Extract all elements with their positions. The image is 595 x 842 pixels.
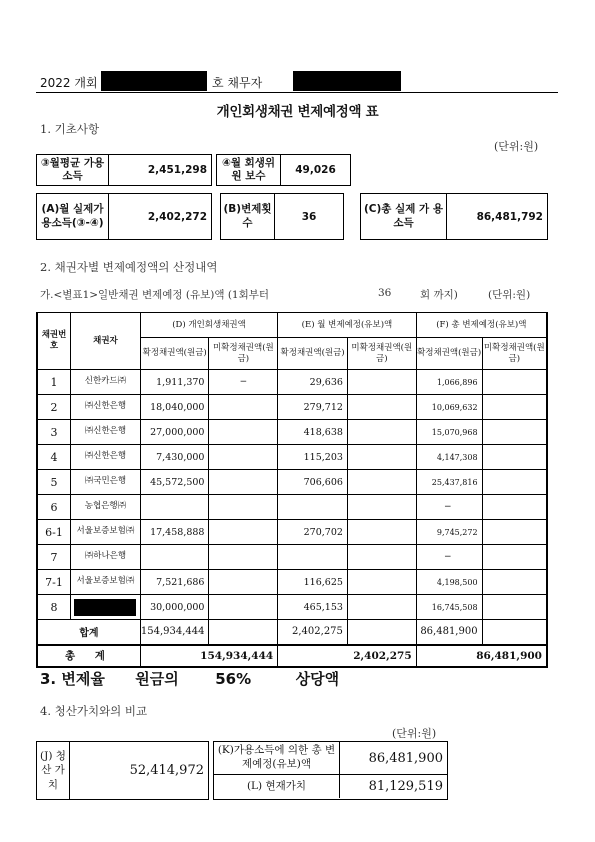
d-confirmed-amount: 45,572,500 [140, 470, 209, 495]
col-f-header: (F) 총 변제예정(유보)액 [416, 313, 547, 338]
table-row [37, 595, 547, 620]
d-confirmed-amount: 30,000,000 [140, 595, 209, 620]
e-confirmed-amount: 115,203 [278, 445, 348, 470]
creditor-number: 7-1 [37, 570, 71, 595]
creditor-number: 6 [37, 495, 71, 520]
table-row [37, 470, 547, 495]
total-income-value: 86,481,792 [476, 210, 543, 223]
liquidation-value-box [36, 741, 209, 800]
table-row [37, 545, 547, 570]
trustee-fee-box [216, 154, 351, 186]
subtotal-row [37, 620, 547, 645]
d-confirmed-amount [140, 545, 209, 570]
f-confirmed-amount: 10,069,632 [416, 395, 482, 420]
grand-total-e: 2,402,275 [278, 645, 416, 667]
e-confirmed-amount [278, 495, 348, 520]
redacted-creditor [74, 599, 136, 616]
f-unconfirmed-amount [482, 445, 547, 470]
f-confirmed-header: 확정채권액(원금) [416, 338, 482, 370]
section2-subheading-suffix: 회 까지) [420, 289, 458, 301]
creditor-number: 4 [37, 445, 71, 470]
col-creditor-header: 채권자 [71, 313, 141, 370]
e-confirmed-amount: 279,712 [278, 395, 348, 420]
d-unconfirmed-header: 미확정채권액(원금) [209, 338, 278, 370]
creditor-number: 6-1 [37, 520, 71, 545]
f-unconfirmed-header: 미확정채권액(원금) [482, 338, 547, 370]
e-confirmed-amount: 29,636 [278, 370, 348, 395]
f-unconfirmed-amount [482, 395, 547, 420]
d-unconfirmed-amount [209, 395, 278, 420]
section2-heading: 2. 채권자별 변제예정액의 산정내역 [40, 260, 218, 274]
section4-unit: (단위:원) [392, 727, 437, 740]
e-confirmed-header: 확정채권액(원금) [278, 338, 348, 370]
d-unconfirmed-amount: − [209, 370, 278, 395]
d-unconfirmed-amount [209, 595, 278, 620]
e-confirmed-amount: 270,702 [278, 520, 348, 545]
subtotal-d: 154,934,444 [140, 620, 209, 645]
d-unconfirmed-amount [209, 470, 278, 495]
repayment-count-label: (B)변제횟수 [221, 194, 275, 239]
creditor-name: 신한카드㈜ [71, 370, 141, 395]
grand-total-row [37, 645, 547, 667]
e-confirmed-amount: 116,625 [278, 570, 348, 595]
creditor-name: 서울보증보험㈜ [71, 520, 141, 545]
table-row [37, 570, 547, 595]
table-row [37, 445, 547, 470]
grand-total-d: 154,934,444 [140, 645, 277, 667]
e-confirmed-amount: 418,638 [278, 420, 348, 445]
redacted-debtor-name [293, 71, 401, 91]
total-income-box [360, 193, 548, 240]
section2-unit: (단위:원) [488, 289, 531, 301]
total-repayment-label: (K)가용소득에 의한 총 변제예정(유보)액 [214, 742, 340, 774]
d-unconfirmed-amount [209, 520, 278, 545]
f-confirmed-amount: 4,147,308 [416, 445, 482, 470]
e-unconfirmed-amount [347, 570, 416, 595]
table-row [37, 395, 547, 420]
creditor-number: 1 [37, 370, 71, 395]
e-confirmed-amount: 706,606 [278, 470, 348, 495]
d-unconfirmed-amount [209, 445, 278, 470]
d-confirmed-amount [140, 495, 209, 520]
f-unconfirmed-amount [482, 495, 547, 520]
e-unconfirmed-amount [347, 545, 416, 570]
repayment-rate-line [40, 668, 339, 689]
f-confirmed-amount: 15,070,968 [416, 420, 482, 445]
grand-total-label: 총 계 [37, 645, 140, 667]
creditor-name: 서울보증보험㈜ [71, 570, 141, 595]
monthly-income-label: ③월평균 가용소득 [37, 155, 109, 185]
f-unconfirmed-amount [482, 545, 547, 570]
repayment-rate-percent: 56% [215, 670, 252, 688]
table-row [37, 495, 547, 520]
e-unconfirmed-amount [347, 445, 416, 470]
section2-rounds: 36 [378, 287, 392, 299]
f-confirmed-amount: 16,745,508 [416, 595, 482, 620]
f-unconfirmed-amount [482, 470, 547, 495]
e-confirmed-amount [278, 545, 348, 570]
d-confirmed-header: 확정채권액(원금) [140, 338, 209, 370]
d-confirmed-amount: 17,458,888 [140, 520, 209, 545]
repayment-count-value: 36 [301, 210, 317, 223]
case-year: 2022 개회 [40, 76, 98, 90]
e-unconfirmed-header: 미확정채권액(원금) [347, 338, 416, 370]
liquidation-value: 52,414,972 [129, 763, 204, 778]
d-unconfirmed-amount [209, 545, 278, 570]
document-title: 개인회생채권 변제예정액 표 [216, 104, 379, 120]
creditor-name: ㈜하나은행 [71, 545, 141, 570]
creditor-name: 농협은행㈜ [71, 495, 141, 520]
creditor-number: 3 [37, 420, 71, 445]
d-unconfirmed-amount [209, 570, 278, 595]
f-confirmed-amount: − [416, 495, 482, 520]
f-confirmed-amount: 1,066,896 [416, 370, 482, 395]
repayment-count-box [220, 193, 344, 240]
f-unconfirmed-amount [482, 420, 547, 445]
creditor-name: ㈜신한은행 [71, 395, 141, 420]
total-income-label: (C)총 실제 가 용소득 [361, 194, 447, 239]
d-unconfirmed-amount [209, 495, 278, 520]
f-confirmed-amount: 25,437,816 [416, 470, 482, 495]
subtotal-d-unconf [209, 620, 278, 645]
f-unconfirmed-amount [482, 570, 547, 595]
liquidation-value-label: (J) 청산 가치 [37, 742, 70, 799]
repayment-rate-suffix: 상당액 [295, 670, 340, 688]
present-value-row [214, 775, 447, 798]
e-unconfirmed-amount [347, 495, 416, 520]
grand-total-f: 86,481,900 [416, 645, 547, 667]
table-header-row [37, 313, 547, 338]
section1-heading: 1. 기초사항 [40, 122, 100, 136]
creditor-number: 7 [37, 545, 71, 570]
monthly-income-box [36, 154, 212, 186]
col-no-header: 채권번호 [37, 313, 71, 370]
header-rule [36, 92, 558, 93]
e-unconfirmed-amount [347, 370, 416, 395]
e-unconfirmed-amount [347, 520, 416, 545]
repayment-table [36, 312, 548, 668]
creditor-name: ㈜신한은행 [71, 445, 141, 470]
section1-unit: (단위:원) [494, 140, 539, 153]
e-confirmed-amount: 465,153 [278, 595, 348, 620]
e-unconfirmed-amount [347, 420, 416, 445]
actual-income-label: (A)월 실제가 용소득(③-④) [37, 194, 109, 239]
creditor-number: 2 [37, 395, 71, 420]
f-confirmed-amount: 4,198,500 [416, 570, 482, 595]
creditor-name: ㈜국민은행 [71, 470, 141, 495]
present-value-label: (L) 현재가치 [214, 775, 340, 798]
subtotal-label: 합계 [37, 620, 140, 645]
table-row [37, 420, 547, 445]
e-unconfirmed-amount [347, 470, 416, 495]
f-unconfirmed-amount [482, 595, 547, 620]
col-d-header: (D) 개인회생채권액 [140, 313, 277, 338]
repayment-rate-mid: 원금의 [135, 670, 179, 688]
d-confirmed-amount: 27,000,000 [140, 420, 209, 445]
creditor-name [71, 595, 141, 620]
d-unconfirmed-amount [209, 420, 278, 445]
d-confirmed-amount: 7,430,000 [140, 445, 209, 470]
table-row [37, 370, 547, 395]
f-unconfirmed-amount [482, 520, 547, 545]
col-e-header: (E) 월 변제예정(유보)액 [278, 313, 416, 338]
present-value: 81,129,519 [368, 779, 443, 794]
trustee-fee-value: 49,026 [295, 164, 336, 176]
creditor-name: ㈜신한은행 [71, 420, 141, 445]
e-unconfirmed-amount [347, 595, 416, 620]
d-confirmed-amount: 18,040,000 [140, 395, 209, 420]
f-confirmed-amount: − [416, 545, 482, 570]
trustee-fee-label: ④월 회생위원 보수 [217, 155, 281, 185]
subtotal-f-unconf [482, 620, 547, 645]
creditor-number: 5 [37, 470, 71, 495]
e-unconfirmed-amount [347, 395, 416, 420]
subtotal-e: 2,402,275 [278, 620, 348, 645]
section4-heading: 4. 청산가치와의 비교 [40, 704, 148, 718]
f-confirmed-amount: 9,745,272 [416, 520, 482, 545]
subtotal-e-unconf [347, 620, 416, 645]
d-confirmed-amount: 7,521,686 [140, 570, 209, 595]
f-unconfirmed-amount [482, 370, 547, 395]
repayment-comparison-box [213, 741, 448, 800]
monthly-income-value: 2,451,298 [147, 164, 207, 176]
debtor-label: 호 채무자 [212, 76, 263, 90]
creditor-number: 8 [37, 595, 71, 620]
redacted-case-number [101, 71, 207, 91]
d-confirmed-amount: 1,911,370 [140, 370, 209, 395]
subtotal-f: 86,481,900 [416, 620, 482, 645]
repayment-rate-prefix: 3. 변제율 [40, 670, 105, 688]
section2-subheading: 가.<별표1>일반채권 변제예정 (유보)액 (1회부터 [40, 289, 270, 301]
total-repayment-value: 86,481,900 [368, 750, 443, 766]
actual-income-value: 2,402,272 [147, 210, 207, 223]
actual-income-box [36, 193, 212, 240]
total-repayment-row [214, 742, 447, 775]
table-row [37, 520, 547, 545]
